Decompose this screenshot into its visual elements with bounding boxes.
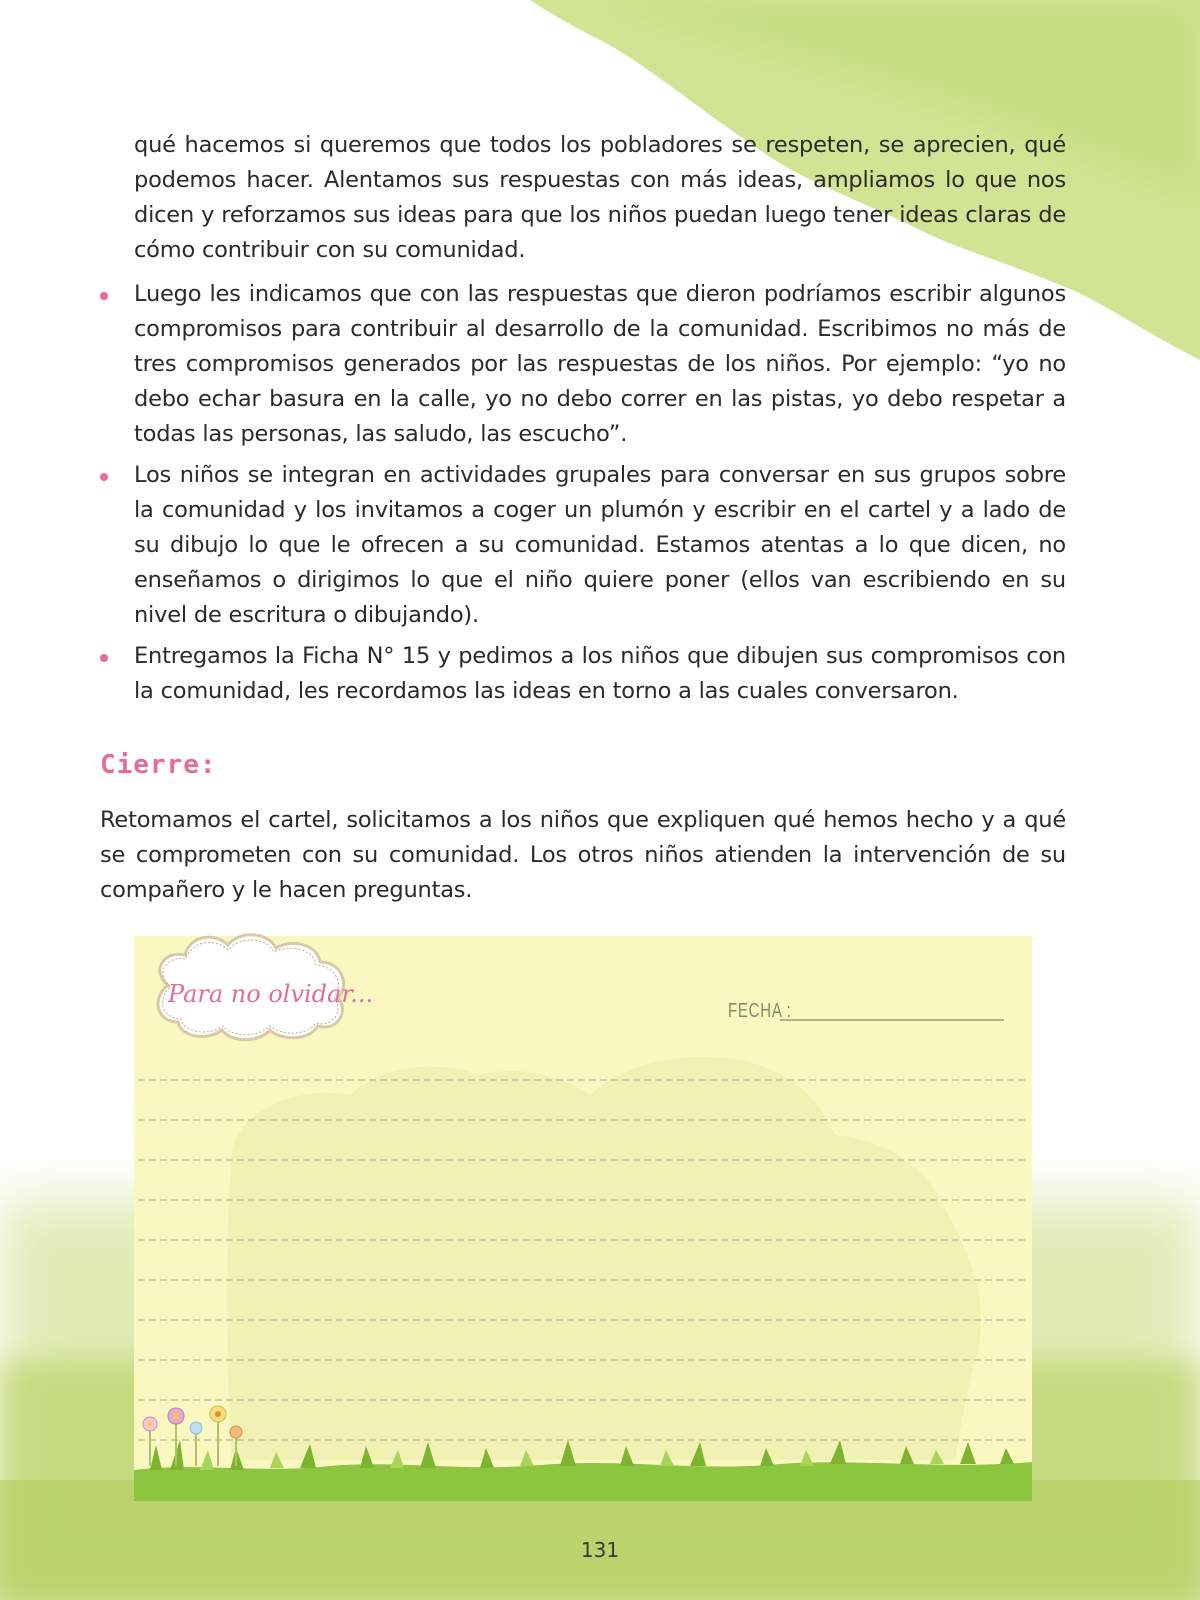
cierre-paragraph: Retomamos el cartel, solicitamos a los niños que expliquen qué hemos hecho y a qué se comprometen con su comunidad. Los otros niños atienden la intervención de su compañero y le hacen preguntas. bbox=[100, 807, 1066, 903]
card-title: Para no olvidar... bbox=[168, 980, 374, 1008]
list-item-text: Los niños se integran en actividades grupales para conversar en sus grupos sobre la comunidad y los invitamos a coger un plumón y escribir en el cartel y a lado de su dibujo lo que le ofrecen a su comunidad. Estamos atentas a lo que dicen, no enseñamos o dirigimos lo que el niño quiere poner (ellos van escribiendo en su nivel de escritura o dibujando). bbox=[134, 462, 1066, 628]
list-item bbox=[96, 639, 1066, 709]
bullet-icon bbox=[100, 473, 108, 481]
list-item-text: Entregamos la Ficha N° 15 y pedimos a los niños que dibujen sus compromisos con la comunidad, les recordamos las ideas en torno a las cuales conversaron. bbox=[134, 643, 1066, 704]
bullet-icon bbox=[100, 292, 108, 300]
continuation-paragraph: qué hacemos si queremos que todos los pobladores se respeten, se aprecien, qué podemos hacer. Alentamos sus respuestas con más ideas, ampliamos lo que nos dicen y reforzamos sus ideas para que los niños puedan luego tener ideas claras de cómo contribuir con su comunidad. bbox=[134, 132, 1066, 263]
bullet-icon bbox=[100, 654, 108, 662]
cierre-heading: Cierre: bbox=[100, 750, 217, 780]
page-number: 131 bbox=[580, 1538, 620, 1562]
list-item-text: Luego les indicamos que con las respuestas que dieron podríamos escribir algunos compromisos para contribuir al desarrollo de la comunidad. Escribimos no más de tres compromisos generados por las respuestas de los niños. Por ejemplo: “yo no debo echar basura en la calle, yo no debo correr en las pistas, yo debo respetar a todas las personas, las saludo, las escucho”. bbox=[134, 281, 1066, 447]
activity-list bbox=[96, 277, 1066, 715]
date-label: FECHA : bbox=[728, 1000, 792, 1022]
list-item bbox=[96, 458, 1066, 633]
list-item bbox=[96, 277, 1066, 452]
